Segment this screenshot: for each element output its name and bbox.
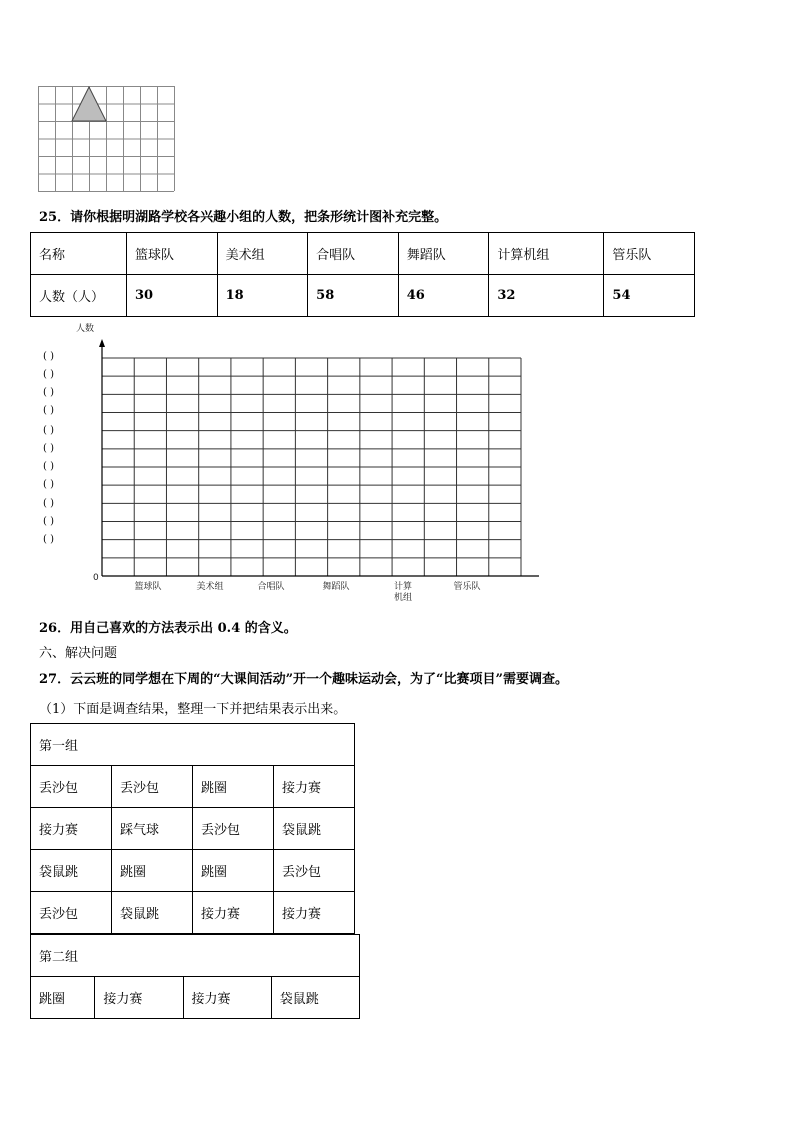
table-cell: 丢沙包 — [31, 766, 112, 808]
table-cell: 人数（人） — [31, 275, 127, 317]
table-cell: 接力赛 — [193, 892, 274, 934]
y-tick-placeholder: ( ) — [43, 405, 54, 416]
table-cell: 接力赛 — [274, 892, 355, 934]
x-category-label: 合唱队 — [257, 582, 285, 592]
table-cell: 54 — [604, 275, 695, 317]
table-row — [31, 892, 355, 934]
group-2-table — [30, 934, 360, 1019]
table-cell: 袋鼠跳 — [271, 977, 359, 1019]
table-cell: 接力赛 — [31, 808, 112, 850]
x-category-label: 美术组 — [196, 582, 224, 592]
table-cell: 46 — [398, 275, 489, 317]
question-27-sub1-text: （1）下面是调查结果，整理一下并把结果表示出来。 — [39, 702, 347, 717]
y-tick-placeholder: ( ) — [43, 498, 54, 509]
table-cell: 舞蹈队 — [398, 233, 489, 275]
x-category-labels — [134, 580, 480, 603]
origin-label: 0 — [93, 573, 99, 583]
y-tick-placeholder: ( ) — [43, 479, 54, 490]
table-cell: 接力赛 — [183, 977, 271, 1019]
table-row — [31, 977, 360, 1019]
table-cell: 袋鼠跳 — [112, 892, 193, 934]
chart-grid — [102, 358, 521, 576]
y-tick-placeholder: ( ) — [43, 351, 54, 362]
table-cell: 30 — [127, 275, 218, 317]
table-cell: 接力赛 — [274, 766, 355, 808]
table-row — [31, 808, 355, 850]
table-cell: 袋鼠跳 — [274, 808, 355, 850]
table-cell: 美术组 — [217, 233, 308, 275]
table-cell: 丢沙包 — [193, 808, 274, 850]
table-row — [31, 275, 695, 317]
table-cell: 18 — [217, 275, 308, 317]
table-cell: 接力赛 — [95, 977, 183, 1019]
table-cell: 丢沙包 — [274, 850, 355, 892]
table-cell: 踩气球 — [112, 808, 193, 850]
y-tick-placeholders — [43, 351, 54, 545]
question-27-text: 27．云云班的同学想在下周的“大课间活动”开一个趣味运动会，为了“比赛项目”需要调查。 — [39, 672, 569, 687]
x-category-label: 舞蹈队 — [322, 582, 350, 592]
table-cell: 合唱队 — [308, 233, 399, 275]
y-tick-placeholder: ( ) — [43, 534, 54, 545]
table-cell: 跳圈 — [193, 766, 274, 808]
table-cell: 袋鼠跳 — [31, 850, 112, 892]
group-title: 第一组 — [31, 724, 355, 766]
question-25-text: 25．请你根据明湖路学校各兴趣小组的人数，把条形统计图补充完整。 — [39, 210, 448, 225]
table-cell: 丢沙包 — [112, 766, 193, 808]
y-axis-arrow — [99, 339, 105, 347]
x-category-label: 计算 — [393, 582, 413, 592]
y-tick-placeholder: ( ) — [43, 443, 54, 454]
y-tick-placeholder: ( ) — [43, 461, 54, 472]
bar-chart — [0, 315, 560, 615]
chart-axes — [99, 339, 539, 576]
table-cell: 丢沙包 — [31, 892, 112, 934]
table-row — [31, 850, 355, 892]
x-category-label: 机组 — [393, 593, 413, 603]
y-axis-label: 人数 — [76, 324, 95, 334]
y-tick-placeholder: ( ) — [43, 425, 54, 436]
table-row — [31, 724, 355, 766]
table-cell: 32 — [489, 275, 604, 317]
question-26-text: 26．用自己喜欢的方法表示出 0.4 的含义。 — [39, 621, 297, 636]
y-tick-placeholder: ( ) — [43, 369, 54, 380]
group-title: 第二组 — [31, 935, 360, 977]
table-row — [31, 766, 355, 808]
table-cell: 名称 — [31, 233, 127, 275]
x-category-label: 篮球队 — [134, 582, 162, 592]
table-row — [31, 935, 360, 977]
interest-group-table — [30, 232, 695, 317]
table-cell: 跳圈 — [31, 977, 95, 1019]
table-cell: 计算机组 — [489, 233, 604, 275]
y-tick-placeholder: ( ) — [43, 387, 54, 398]
y-tick-placeholder: ( ) — [43, 516, 54, 527]
table-cell: 58 — [308, 275, 399, 317]
table-cell: 跳圈 — [193, 850, 274, 892]
group-1-table — [30, 723, 355, 934]
table-cell: 管乐队 — [604, 233, 695, 275]
x-category-label: 管乐队 — [453, 582, 481, 592]
table-cell: 跳圈 — [112, 850, 193, 892]
table-row — [31, 233, 695, 275]
table-cell: 篮球队 — [127, 233, 218, 275]
section-6-heading: 六、解决问题 — [39, 646, 118, 661]
grid-triangle-figure — [38, 86, 176, 192]
